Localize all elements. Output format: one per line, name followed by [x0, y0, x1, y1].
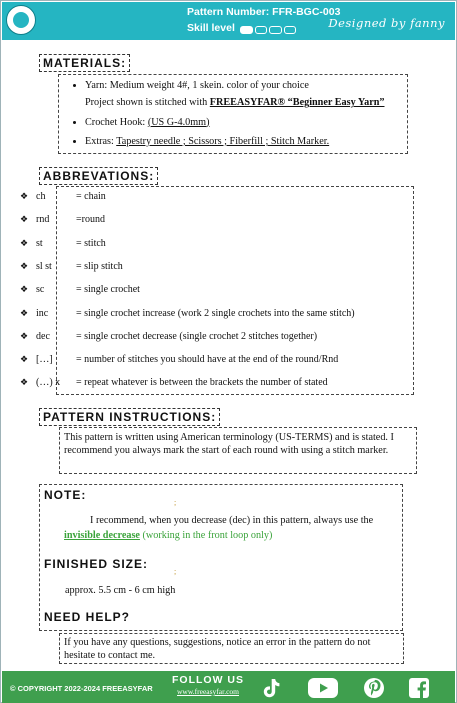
- abbreviation-term: ch: [36, 191, 46, 202]
- note-text-block: [64, 514, 404, 544]
- note-heading: NOTE:: [44, 488, 87, 502]
- abbreviation-term: dec: [36, 330, 50, 342]
- abbreviation-row: [20, 377, 328, 388]
- footer-bar: [2, 671, 455, 703]
- pattern-number: Pattern Number: FFR-BGC-003: [187, 6, 341, 18]
- finished-marker: ;: [174, 567, 177, 576]
- abbreviation-row: [20, 191, 106, 202]
- youtube-icon[interactable]: [307, 677, 339, 699]
- invisible-decrease-link[interactable]: invisible decrease: [64, 529, 140, 541]
- help-box: [59, 633, 404, 664]
- hook-value: (US G-4.0mm): [147, 116, 210, 128]
- abbreviation-term: sc: [36, 284, 45, 296]
- abbreviation-row: [20, 214, 105, 225]
- bullet-diamond-icon: ❖: [20, 307, 29, 318]
- extras-value: Tapestry needle ; Scissors ; Fiberfill ; Stitch Marker.: [116, 135, 330, 147]
- materials-heading: MATERIALS:: [39, 54, 130, 72]
- bullet-diamond-icon: ❖: [20, 191, 29, 201]
- hook-label: Crochet Hook:: [85, 116, 148, 128]
- instructions-text: This pattern is written using American terminology (US-TERMS) and is stated. I recommend you always mark the start of each round with using a stitch marker.: [64, 432, 394, 457]
- note-highlight-tail: (working in the front loop only): [142, 529, 273, 541]
- help-text: If you have any questions, suggestions, notice an error in the pattern do not hesitate to contact me.: [64, 637, 371, 662]
- skill-level-label: Skill level: [187, 22, 235, 34]
- abbreviation-definition: = number of stitches you should have at the end of the round/Rnd: [76, 354, 339, 366]
- designer-signature: Designed by fanny: [328, 16, 445, 30]
- bullet-diamond-icon: ❖: [20, 354, 29, 365]
- follow-us-title: FOLLOW US: [172, 674, 244, 686]
- materials-box: [58, 74, 408, 154]
- abbreviation-term: sl st: [36, 260, 52, 272]
- abbreviation-term: (…) x: [36, 377, 61, 389]
- pinterest-icon[interactable]: [363, 677, 385, 699]
- bullet-diamond-icon: ❖: [20, 214, 29, 225]
- abbreviation-row: [20, 331, 317, 342]
- project-brand: FREEASYFAR® “Beginner Easy Yarn”: [209, 97, 385, 109]
- materials-hook: [85, 116, 403, 129]
- abbreviations-heading: ABBREVATIONS:: [39, 167, 158, 185]
- brand-logo-icon: [6, 5, 36, 35]
- instructions-box: [59, 427, 417, 474]
- copyright-text: © COPYRIGHT 2022-2024 FREEASYFAR: [10, 684, 153, 693]
- finished-size-text: approx. 5.5 cm - 6 cm high: [65, 585, 176, 596]
- project-prefix: Project shown is stitched with: [85, 97, 210, 109]
- tiktok-icon[interactable]: [260, 677, 282, 699]
- materials-extras: [85, 135, 403, 148]
- bullet-diamond-icon: ❖: [20, 260, 29, 271]
- abbreviation-row: [20, 284, 140, 295]
- finished-size-heading: FINISHED SIZE:: [44, 557, 149, 571]
- abbreviation-term: inc: [36, 307, 49, 319]
- follow-us: [170, 674, 246, 696]
- bullet-diamond-icon: ❖: [20, 237, 29, 248]
- note-marker: ;: [174, 498, 177, 507]
- note-text: I recommend, when you decrease (dec) in this pattern, always use the: [90, 515, 374, 526]
- abbreviation-term: st: [36, 237, 43, 249]
- abbreviation-row: [20, 261, 123, 272]
- bullet-diamond-icon: ❖: [20, 284, 29, 295]
- skill-level-meter: [240, 26, 296, 34]
- abbreviation-definition: = single crochet: [76, 284, 140, 296]
- abbreviation-definition: =round: [76, 214, 105, 226]
- abbreviation-row: [20, 238, 106, 249]
- extras-label: Extras:: [85, 135, 117, 147]
- header-bar: [2, 2, 455, 40]
- abbreviation-row: [20, 308, 355, 319]
- abbreviation-row: [20, 354, 338, 365]
- abbreviation-definition: = single crochet decrease (single crochet 2 stitches together): [76, 330, 318, 342]
- abbreviation-definition: = slip stitch: [76, 260, 123, 272]
- need-help-heading: NEED HELP?: [44, 610, 131, 624]
- abbreviation-term: […]: [36, 354, 53, 366]
- website-link[interactable]: www.freeasyfar.com: [177, 687, 239, 696]
- abbreviation-definition: = repeat whatever is between the brackets the number of stated: [76, 377, 328, 389]
- materials-yarn: [85, 79, 403, 110]
- abbreviation-term: rnd: [36, 214, 50, 226]
- abbreviation-definition: = chain: [76, 191, 106, 202]
- bullet-diamond-icon: ❖: [20, 330, 29, 341]
- yarn-text: Yarn: Medium weight 4#, 1 skein. color of your choice: [85, 80, 309, 91]
- instructions-heading: PATTERN INSTRUCTIONS:: [39, 408, 220, 426]
- facebook-icon[interactable]: [408, 677, 430, 699]
- bullet-diamond-icon: ❖: [20, 377, 29, 388]
- abbreviation-definition: = stitch: [76, 237, 106, 249]
- abbreviation-definition: = single crochet increase (work 2 single crochets into the same stitch): [76, 307, 355, 319]
